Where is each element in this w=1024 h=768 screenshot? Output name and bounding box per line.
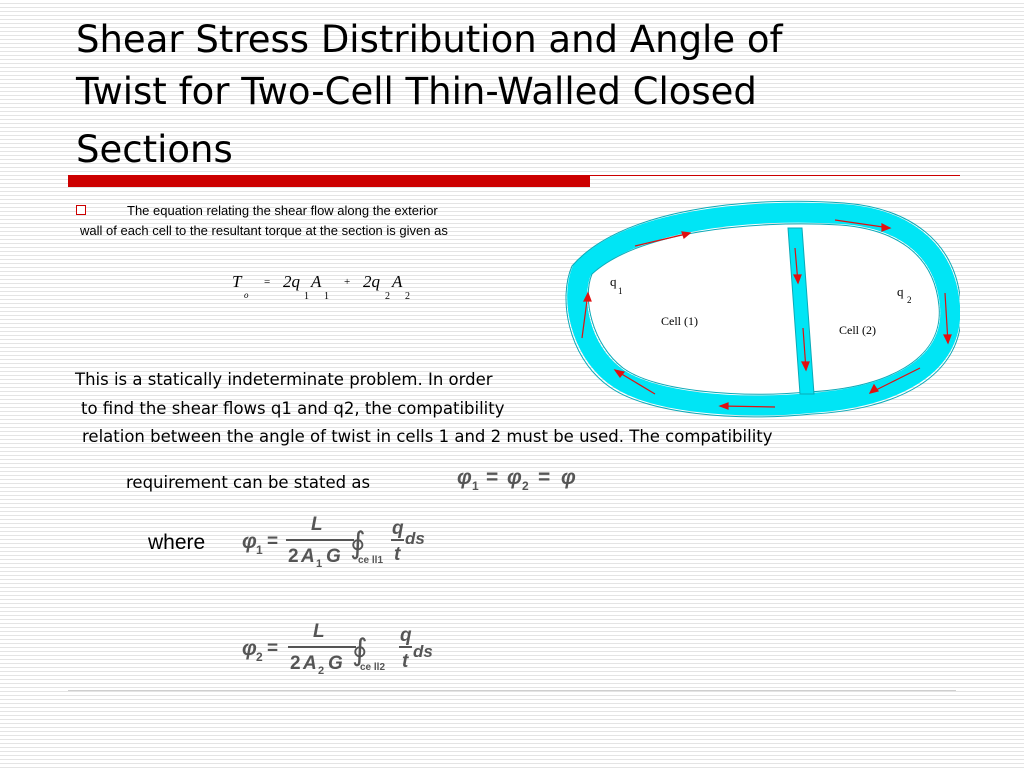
eq-plus: + (344, 276, 351, 288)
compat-phi1: φ (457, 466, 472, 489)
title-line-1: Shear Stress Distribution and Angle of (76, 18, 783, 61)
cell-2-label: Cell (2) (839, 323, 876, 337)
compat-phi2-sub: 2 (522, 479, 529, 493)
phi1-den-A: A (301, 546, 315, 567)
outer-wall-edge-inner (588, 224, 939, 394)
two-cell-section-figure (560, 198, 960, 430)
phi1-equation (238, 510, 438, 576)
phi2-equation (238, 617, 438, 683)
title-line-3: Sections (76, 128, 233, 171)
paragraph-line-2: to find the shear flows q1 and q2, the compatibility (81, 399, 505, 418)
compat-eq2: = (538, 466, 551, 489)
phi2-den-G: G (328, 653, 343, 674)
title-underline-thin (590, 175, 960, 176)
eq-2q1: 2q (283, 272, 300, 291)
phi2-contour-integral-icon: ∮ (352, 634, 368, 667)
compat-phi: φ (561, 466, 576, 489)
eq-2q2: 2q (363, 272, 380, 291)
phi2-symbol: φ (242, 637, 257, 660)
phi1-den-sub: 1 (316, 558, 323, 570)
paragraph-line-1: This is a statically indeterminate problem. In order (75, 370, 493, 389)
phi2-equals: = (267, 638, 279, 659)
q1-sub: 1 (618, 286, 623, 296)
where-label: where (148, 531, 206, 554)
eq-A1-sub: 1 (324, 291, 329, 302)
phi1-symbol: φ (242, 530, 257, 553)
eq-T: T (232, 272, 242, 291)
phi2-sub: 2 (256, 650, 263, 664)
phi2-num: L (313, 621, 325, 642)
phi1-ds: ds (405, 529, 425, 548)
title-underline-bar (68, 175, 590, 187)
phi2-cell-label: ce ll2 (360, 662, 386, 673)
phi1-cell-label: ce ll1 (358, 555, 384, 566)
phi2-t: t (402, 651, 409, 672)
phi2-ds: ds (413, 642, 433, 661)
eq-equals: = (264, 276, 271, 288)
footer-rule (68, 690, 956, 691)
square-bullet-icon (76, 205, 86, 215)
phi1-q: q (392, 518, 404, 539)
eq-A2-sub: 2 (405, 291, 410, 302)
bullet-text-line-1: The equation relating the shear flow along the exterior (127, 203, 438, 218)
phi1-den-2: 2 (288, 546, 299, 567)
bullet-text-line-2: wall of each cell to the resultant torque at the section is given as (80, 223, 448, 238)
compatibility-equation (453, 462, 593, 496)
phi2-den-A: A (303, 653, 317, 674)
phi1-equals: = (267, 531, 279, 552)
eq-q2-sub: 2 (385, 291, 390, 302)
eq-A1: A (311, 272, 322, 291)
torque-equation (228, 266, 428, 306)
cell-1-label: Cell (1) (661, 314, 698, 328)
paragraph-line-3: relation between the angle of twist in cells 1 and 2 must be used. The compatibility (82, 427, 773, 446)
phi2-q: q (400, 625, 412, 646)
phi1-t: t (394, 544, 401, 565)
q2-sub: 2 (907, 295, 912, 305)
phi1-num: L (311, 514, 323, 535)
title-line-2: Twist for Two-Cell Thin-Walled Closed (76, 70, 757, 113)
phi2-den-2: 2 (290, 653, 301, 674)
compat-phi2: φ (507, 466, 522, 489)
phi2-den-sub: 2 (318, 665, 325, 677)
eq-A2: A (392, 272, 403, 291)
q1-label: q (610, 274, 617, 289)
phi1-sub: 1 (256, 543, 263, 557)
slide-title (76, 14, 896, 176)
phi1-contour-integral-icon: ∮ (350, 527, 366, 560)
phi1-den-G: G (326, 546, 341, 567)
eq-T-sub: o (244, 290, 249, 300)
compat-phi1-sub: 1 (472, 479, 479, 493)
compat-eq1: = (486, 466, 499, 489)
paragraph-line-4: requirement can be stated as (126, 473, 371, 492)
q2-label: q (897, 284, 904, 299)
eq-q1-sub: 1 (304, 291, 309, 302)
